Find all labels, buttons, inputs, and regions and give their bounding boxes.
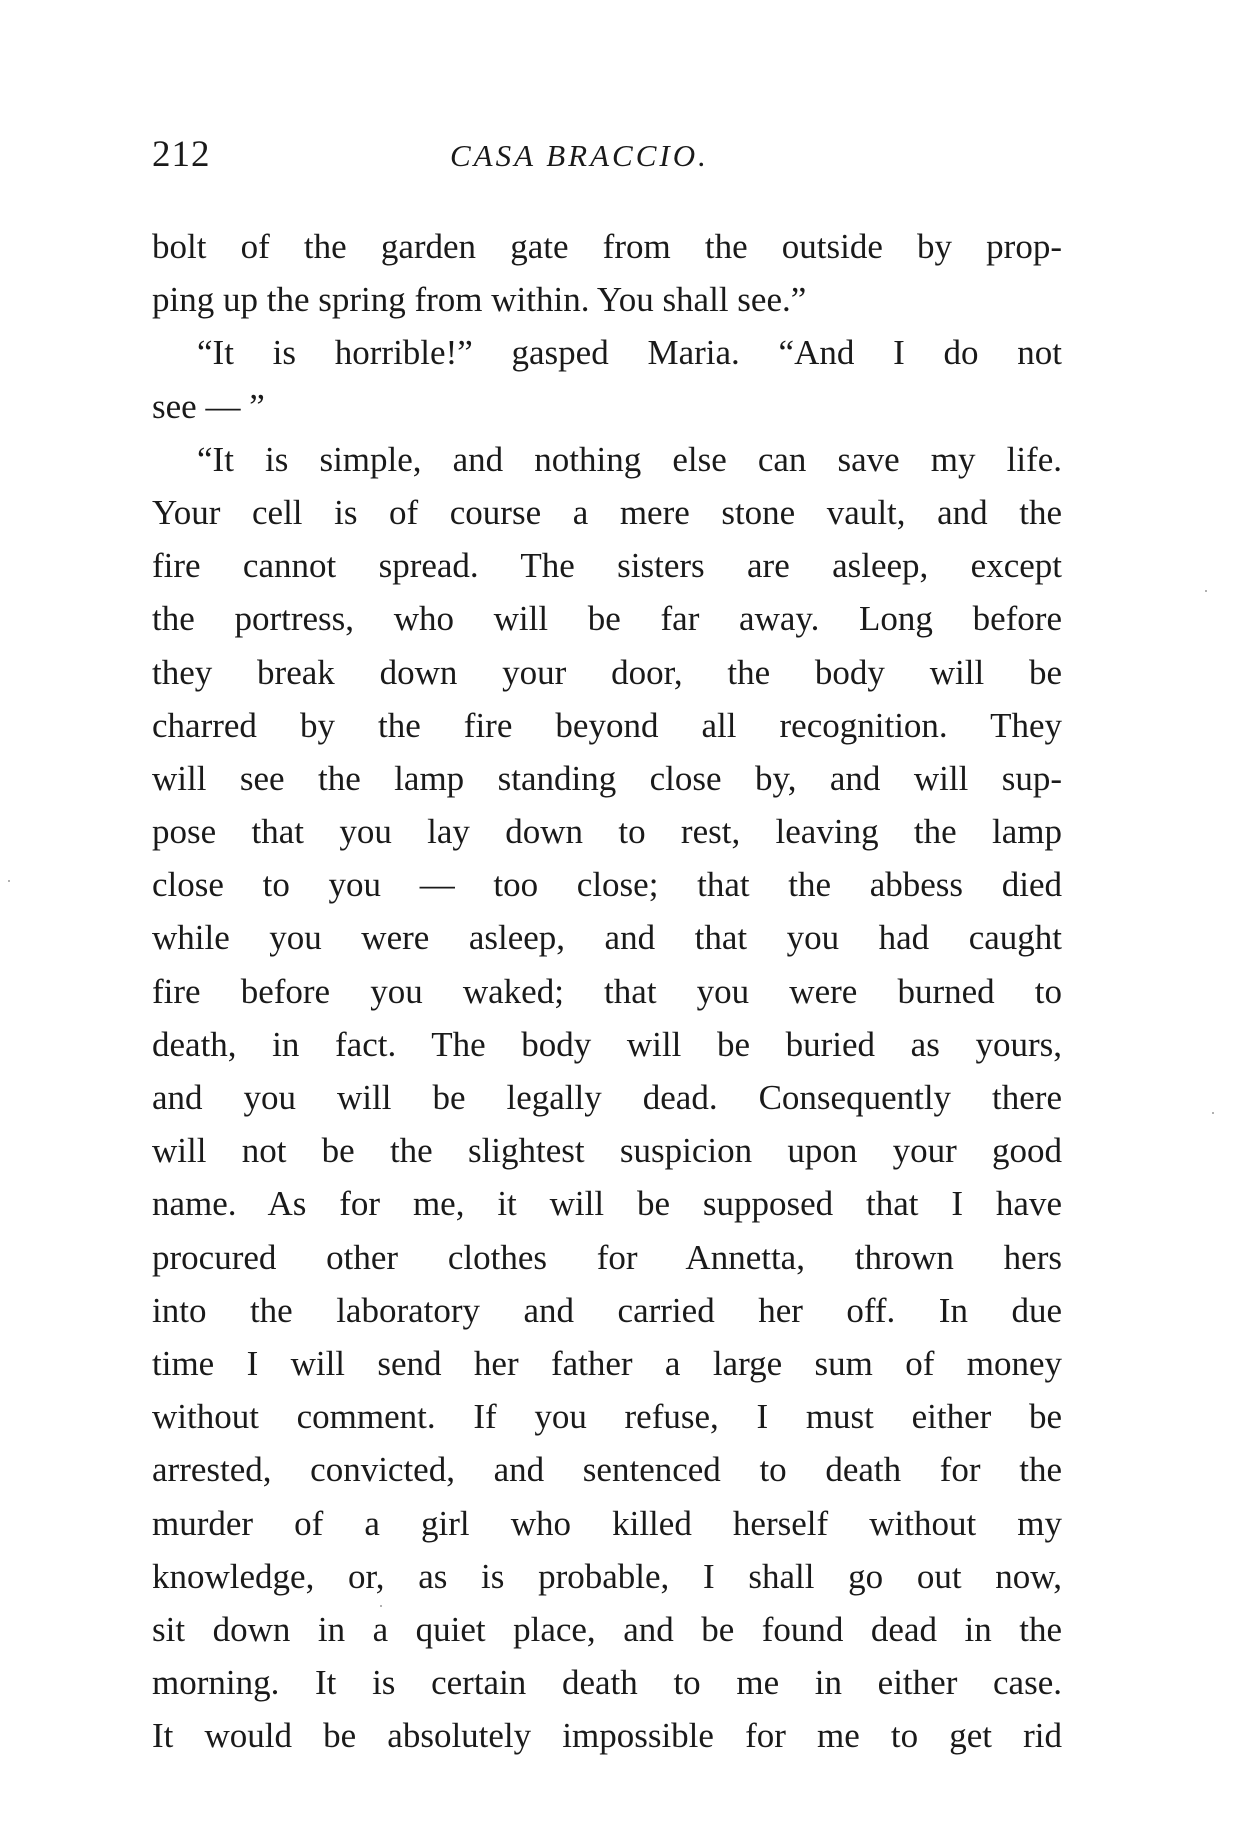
text-line: name. As for me, it will be supposed that I have bbox=[152, 1184, 1062, 1224]
text-line: will not be the slightest suspicion upon your good bbox=[152, 1131, 1062, 1171]
text-line: they break down your door, the body will be bbox=[152, 652, 1062, 692]
text-line: It would be absolutely impossible for me to get rid bbox=[152, 1716, 1062, 1756]
text-line: “It is horrible!” gasped Maria. “And I do not bbox=[197, 333, 1062, 373]
text-line: time I will send her father a large sum of money bbox=[152, 1343, 1062, 1383]
text-line: fire before you waked; that you were burned to bbox=[152, 971, 1062, 1011]
page-header bbox=[152, 133, 1152, 203]
text-line: charred by the fire beyond all recognition. They bbox=[152, 705, 1062, 745]
paper-speck bbox=[1205, 590, 1207, 592]
text-line: ping up the spring from within. You shall see.” bbox=[152, 280, 807, 320]
text-line: while you were asleep, and that you had caught bbox=[152, 918, 1062, 958]
text-line: pose that you lay down to rest, leaving the lamp bbox=[152, 812, 1062, 852]
text-line: “It is simple, and nothing else can save my life. bbox=[197, 439, 1062, 479]
text-line: murder of a girl who killed herself without my bbox=[152, 1503, 1062, 1543]
paper-speck bbox=[380, 1605, 382, 1607]
text-line: the portress, who will be far away. Long before bbox=[152, 599, 1062, 639]
text-line: morning. It is certain death to me in either case. bbox=[152, 1663, 1062, 1703]
page-number: 212 bbox=[152, 134, 211, 175]
text-line: knowledge, or, as is probable, I shall go out now, bbox=[152, 1556, 1062, 1596]
text-line: death, in fact. The body will be buried as yours, bbox=[152, 1024, 1062, 1064]
text-line: close to you — too close; that the abbess died bbox=[152, 865, 1062, 905]
text-line: see — ” bbox=[152, 386, 265, 426]
text-line: and you will be legally dead. Consequently there bbox=[152, 1078, 1062, 1117]
paper-speck bbox=[8, 880, 10, 882]
text-line: arrested, convicted, and sentenced to death for the bbox=[152, 1450, 1062, 1490]
text-line: procured other clothes for Annetta, thrown hers bbox=[152, 1237, 1062, 1277]
text-line: will see the lamp standing close by, and will sup- bbox=[152, 758, 1062, 798]
text-line: bolt of the garden gate from the outside by prop- bbox=[152, 227, 1062, 266]
text-line: fire cannot spread. The sisters are asleep, except bbox=[152, 546, 1062, 586]
text-line: sit down in a quiet place, and be found dead in the bbox=[152, 1609, 1062, 1649]
body-text bbox=[152, 220, 1062, 1762]
text-line: Your cell is of course a mere stone vault, and the bbox=[152, 492, 1062, 532]
running-title: CASA BRACCIO. bbox=[450, 138, 709, 173]
text-line: without comment. If you refuse, I must either be bbox=[152, 1397, 1062, 1437]
text-line: into the laboratory and carried her off. In due bbox=[152, 1290, 1062, 1330]
paper-speck bbox=[1212, 1112, 1214, 1114]
